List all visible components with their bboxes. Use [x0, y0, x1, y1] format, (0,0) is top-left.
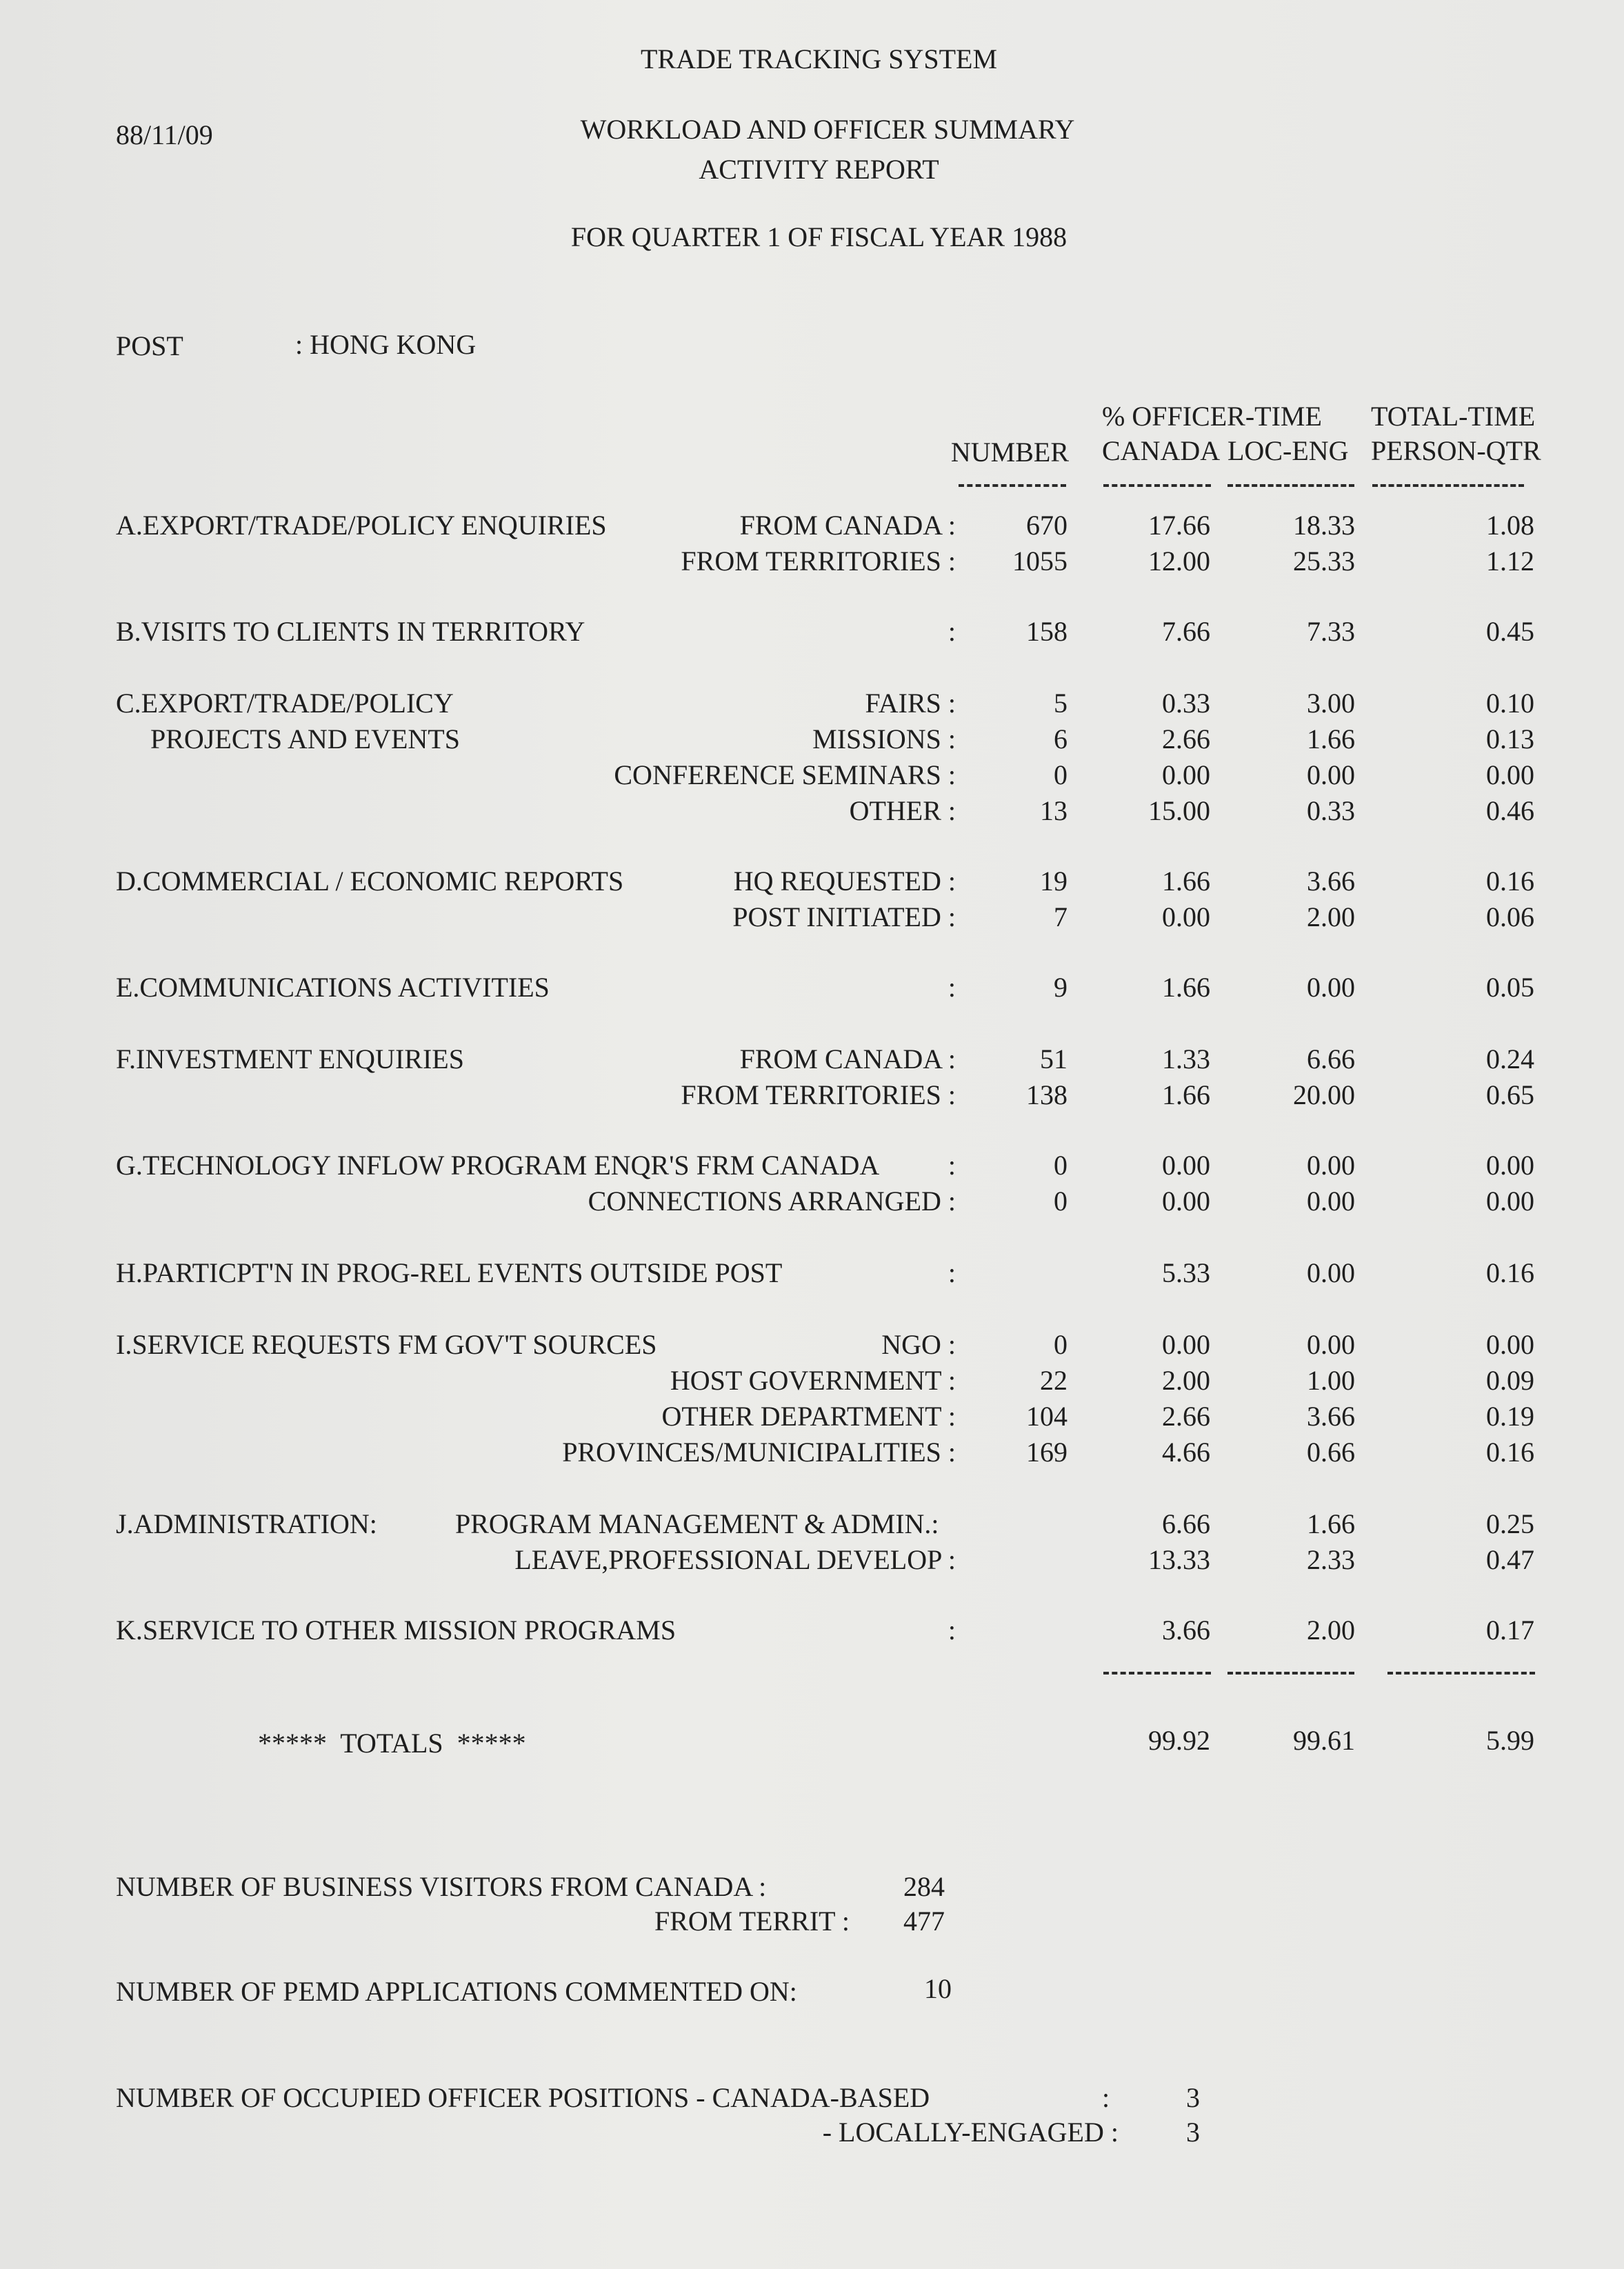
row-subcategory: POST INITIATED : [732, 901, 956, 932]
row-subcategory: : [948, 616, 956, 647]
row-subcategory: : [948, 1257, 956, 1288]
visitors-label: NUMBER OF BUSINESS VISITORS FROM CANADA : [116, 1871, 767, 1902]
row-subcategory: MISSIONS : [812, 723, 956, 754]
row-person-qtr: 0.47 [1486, 1544, 1534, 1575]
row-loc-eng-pct: 0.00 [1307, 1186, 1355, 1217]
row-number: 51 [1040, 1043, 1067, 1074]
pemd-value: 10 [924, 1973, 952, 2004]
row-number: 0 [1054, 759, 1067, 790]
positions-label: NUMBER OF OCCUPIED OFFICER POSITIONS - CANADA-BASED [116, 2082, 930, 2113]
row-number: 138 [1026, 1079, 1067, 1110]
row-subcategory: : [948, 972, 956, 1003]
row-canada-pct: 1.33 [1162, 1043, 1210, 1074]
row-number: 19 [1040, 866, 1067, 897]
row-canada-pct: 0.33 [1162, 688, 1210, 719]
row-person-qtr: 0.16 [1486, 1257, 1534, 1288]
row-category: B.VISITS TO CLIENTS IN TERRITORY [116, 616, 585, 647]
row-person-qtr: 1.08 [1486, 510, 1534, 541]
row-person-qtr: 1.12 [1486, 546, 1534, 577]
row-number: 0 [1054, 1186, 1067, 1217]
visitors-territ-label: FROM TERRIT : [654, 1906, 850, 1937]
row-canada-pct: 0.00 [1162, 901, 1210, 932]
row-number: 22 [1040, 1365, 1067, 1396]
totals-canada: 99.92 [1148, 1725, 1210, 1756]
row-loc-eng-pct: 1.00 [1307, 1365, 1355, 1396]
row-subcategory: OTHER : [849, 795, 956, 826]
row-category: J.ADMINISTRATION: [116, 1508, 377, 1539]
row-canada-pct: 7.66 [1162, 616, 1210, 647]
row-person-qtr: 0.05 [1486, 972, 1534, 1003]
row-person-qtr: 0.00 [1486, 759, 1534, 790]
header-rule-number [959, 484, 1066, 487]
row-category: E.COMMUNICATIONS ACTIVITIES [116, 972, 550, 1003]
report-date: 88/11/09 [116, 119, 213, 150]
row-subcategory: : [948, 1150, 956, 1181]
row-loc-eng-pct: 0.00 [1307, 972, 1355, 1003]
row-loc-eng-pct: 2.00 [1307, 901, 1355, 932]
row-canada-pct: 15.00 [1148, 795, 1210, 826]
row-category: F.INVESTMENT ENQUIRIES [116, 1043, 464, 1074]
row-loc-eng-pct: 0.00 [1307, 1150, 1355, 1181]
row-subcategory: OTHER DEPARTMENT : [661, 1401, 956, 1432]
row-person-qtr: 0.00 [1486, 1150, 1534, 1181]
row-category: D.COMMERCIAL / ECONOMIC REPORTS [116, 866, 624, 897]
row-subcategory: FROM CANADA : [739, 1043, 956, 1074]
header-rule-canada [1103, 484, 1211, 487]
col-header-person-qtr: PERSON-QTR [1371, 435, 1541, 466]
row-person-qtr: 0.25 [1486, 1508, 1534, 1539]
report-title-line2: ACTIVITY REPORT [699, 154, 939, 185]
row-canada-pct: 17.66 [1148, 510, 1210, 541]
row-subcategory: PROGRAM MANAGEMENT & ADMIN.: [455, 1508, 939, 1539]
row-subcategory: FROM CANADA : [739, 510, 956, 541]
row-subcategory: LEAVE,PROFESSIONAL DEVELOP : [514, 1544, 956, 1575]
row-subcategory: FAIRS : [865, 688, 956, 719]
row-person-qtr: 0.00 [1486, 1186, 1534, 1217]
row-loc-eng-pct: 3.66 [1307, 1401, 1355, 1432]
row-canada-pct: 6.66 [1162, 1508, 1210, 1539]
row-number: 13 [1040, 795, 1067, 826]
row-person-qtr: 0.17 [1486, 1615, 1534, 1646]
totals-label: ***** TOTALS ***** [258, 1728, 526, 1759]
row-loc-eng-pct: 3.00 [1307, 688, 1355, 719]
row-category: A.EXPORT/TRADE/POLICY ENQUIRIES [116, 510, 607, 541]
row-number: 104 [1026, 1401, 1067, 1432]
positions-canada-value: 3 [1186, 2082, 1200, 2113]
row-category: G.TECHNOLOGY INFLOW PROGRAM ENQR'S FRM CANADA [116, 1150, 880, 1181]
row-subcategory: FROM TERRITORIES : [681, 1079, 956, 1110]
total-rule-loc-eng [1227, 1672, 1354, 1675]
row-loc-eng-pct: 7.33 [1307, 616, 1355, 647]
row-category: H.PARTICPT'N IN PROG-REL EVENTS OUTSIDE POST [116, 1257, 783, 1288]
visitors-from-territ-value: 477 [903, 1906, 945, 1937]
row-canada-pct: 5.33 [1162, 1257, 1210, 1288]
row-subcategory: HQ REQUESTED : [733, 866, 956, 897]
row-category: I.SERVICE REQUESTS FM GOV'T SOURCES [116, 1329, 657, 1360]
totals-loc-eng: 99.61 [1293, 1725, 1355, 1756]
row-canada-pct: 2.66 [1162, 1401, 1210, 1432]
row-category: C.EXPORT/TRADE/POLICY [116, 688, 454, 719]
row-canada-pct: 0.00 [1162, 1186, 1210, 1217]
row-subcategory: NGO : [881, 1329, 956, 1360]
row-number: 169 [1026, 1437, 1067, 1468]
row-loc-eng-pct: 0.33 [1307, 795, 1355, 826]
row-canada-pct: 0.00 [1162, 1150, 1210, 1181]
row-person-qtr: 0.00 [1486, 1329, 1534, 1360]
row-loc-eng-pct: 0.00 [1307, 1257, 1355, 1288]
row-subcategory: : [948, 1615, 956, 1646]
row-person-qtr: 0.24 [1486, 1043, 1534, 1074]
post-value: : HONG KONG [295, 329, 477, 360]
row-number: 7 [1054, 901, 1067, 932]
total-rule-canada [1103, 1672, 1211, 1675]
row-number: 5 [1054, 688, 1067, 719]
row-canada-pct: 2.00 [1162, 1365, 1210, 1396]
row-number: 6 [1054, 723, 1067, 754]
header-rule-person-qtr [1372, 484, 1524, 487]
row-subcategory: HOST GOVERNMENT : [670, 1365, 956, 1396]
row-subcategory: FROM TERRITORIES : [681, 546, 956, 577]
col-header-pct-officer-time: % OFFICER-TIME [1102, 401, 1322, 432]
row-person-qtr: 0.10 [1486, 688, 1534, 719]
row-person-qtr: 0.09 [1486, 1365, 1534, 1396]
row-subcategory: CONNECTIONS ARRANGED : [588, 1186, 956, 1217]
row-number: 1055 [1012, 546, 1067, 577]
row-canada-pct: 2.66 [1162, 723, 1210, 754]
col-header-loc-eng: LOC-ENG [1227, 435, 1349, 466]
row-person-qtr: 0.13 [1486, 723, 1534, 754]
pemd-label: NUMBER OF PEMD APPLICATIONS COMMENTED ON: [116, 1976, 797, 2007]
row-loc-eng-pct: 0.00 [1307, 1329, 1355, 1360]
row-loc-eng-pct: 3.66 [1307, 866, 1355, 897]
row-number: 9 [1054, 972, 1067, 1003]
system-title: TRADE TRACKING SYSTEM [640, 43, 998, 74]
report-title-line1: WORKLOAD AND OFFICER SUMMARY [580, 114, 1075, 145]
row-loc-eng-pct: 0.66 [1307, 1437, 1355, 1468]
header-rule-loc-eng [1227, 484, 1354, 487]
totals-person-qtr: 5.99 [1486, 1725, 1534, 1756]
row-subcategory: CONFERENCE SEMINARS : [614, 759, 956, 790]
row-canada-pct: 0.00 [1162, 759, 1210, 790]
row-canada-pct: 12.00 [1148, 546, 1210, 577]
row-loc-eng-pct: 25.33 [1293, 546, 1355, 577]
row-person-qtr: 0.45 [1486, 616, 1534, 647]
positions-canada-colon: : [1102, 2082, 1110, 2113]
row-category: K.SERVICE TO OTHER MISSION PROGRAMS [116, 1615, 676, 1646]
row-canada-pct: 4.66 [1162, 1437, 1210, 1468]
row-loc-eng-pct: 6.66 [1307, 1043, 1355, 1074]
row-canada-pct: 13.33 [1148, 1544, 1210, 1575]
post-label: POST [116, 330, 183, 361]
total-rule-person-qtr [1387, 1672, 1535, 1675]
row-number: 0 [1054, 1329, 1067, 1360]
row-canada-pct: 1.66 [1162, 1079, 1210, 1110]
row-loc-eng-pct: 0.00 [1307, 759, 1355, 790]
positions-local-label: - LOCALLY-ENGAGED : [822, 2117, 1119, 2148]
col-header-canada: CANADA [1102, 435, 1221, 466]
row-person-qtr: 0.06 [1486, 901, 1534, 932]
row-canada-pct: 1.66 [1162, 866, 1210, 897]
col-header-total-time: TOTAL-TIME [1371, 401, 1536, 432]
row-loc-eng-pct: 1.66 [1307, 723, 1355, 754]
row-number: 158 [1026, 616, 1067, 647]
row-canada-pct: 3.66 [1162, 1615, 1210, 1646]
row-subcategory: PROVINCES/MUNICIPALITIES : [562, 1437, 956, 1468]
report-period: FOR QUARTER 1 OF FISCAL YEAR 1988 [570, 221, 1067, 252]
positions-local-value: 3 [1186, 2117, 1200, 2148]
row-category: PROJECTS AND EVENTS [150, 723, 460, 754]
row-person-qtr: 0.16 [1486, 1437, 1534, 1468]
col-header-number: NUMBER [950, 437, 1069, 468]
row-canada-pct: 1.66 [1162, 972, 1210, 1003]
row-loc-eng-pct: 18.33 [1293, 510, 1355, 541]
row-loc-eng-pct: 1.66 [1307, 1508, 1355, 1539]
row-number: 670 [1026, 510, 1067, 541]
row-person-qtr: 0.16 [1486, 866, 1534, 897]
row-person-qtr: 0.65 [1486, 1079, 1534, 1110]
visitors-from-canada-value: 284 [903, 1871, 945, 1902]
row-loc-eng-pct: 2.00 [1307, 1615, 1355, 1646]
row-person-qtr: 0.19 [1486, 1401, 1534, 1432]
row-person-qtr: 0.46 [1486, 795, 1534, 826]
row-loc-eng-pct: 20.00 [1293, 1079, 1355, 1110]
row-loc-eng-pct: 2.33 [1307, 1544, 1355, 1575]
row-canada-pct: 0.00 [1162, 1329, 1210, 1360]
row-number: 0 [1054, 1150, 1067, 1181]
